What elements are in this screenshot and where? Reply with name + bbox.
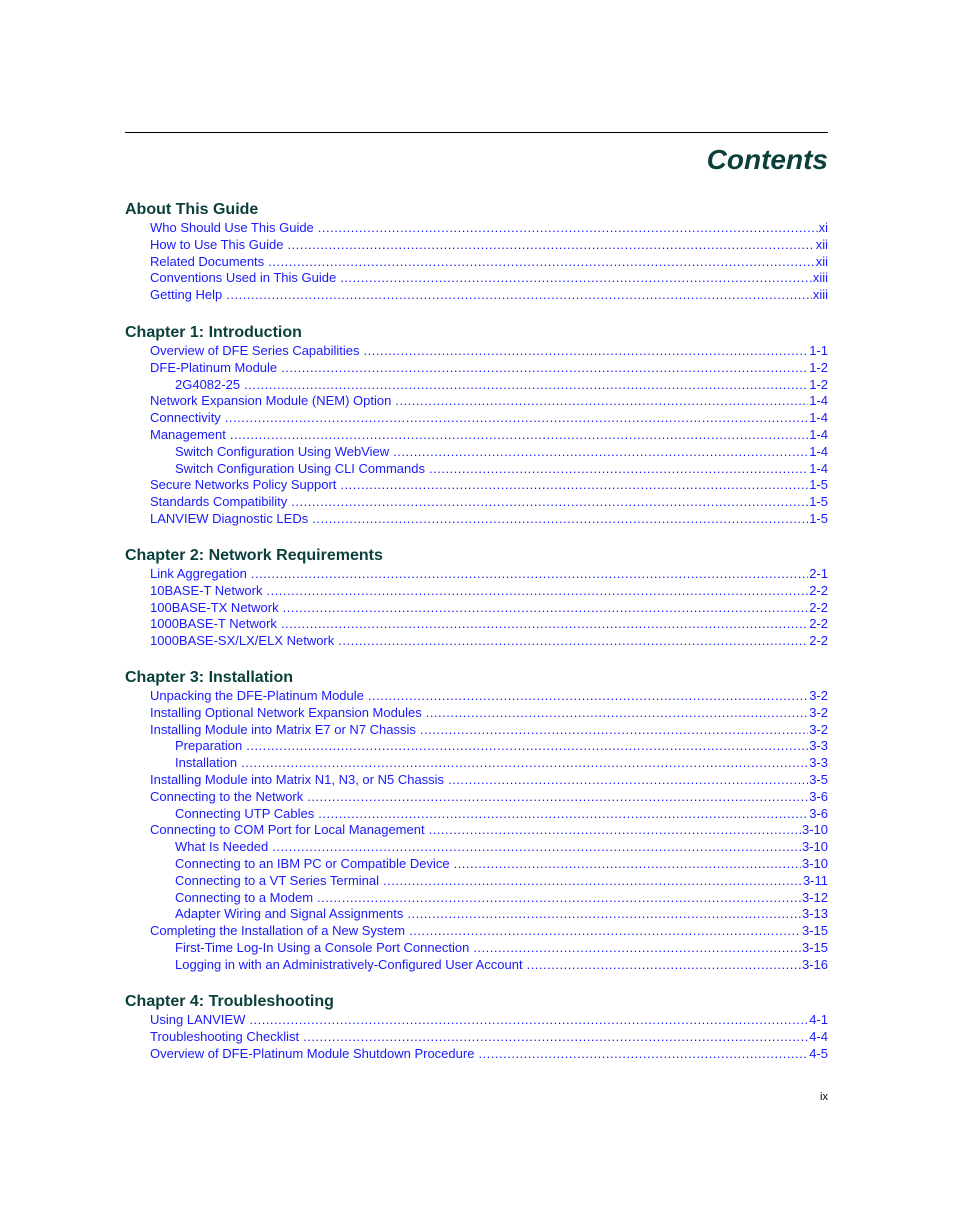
dot-leader: [272, 839, 801, 856]
toc-entry-page: 3-11: [802, 872, 828, 888]
toc-entry-label: Connecting to an IBM PC or Compatible Device: [175, 855, 450, 871]
toc-entry-label: Logging in with an Administratively-Configured User Account: [175, 956, 523, 972]
dot-leader: [448, 772, 808, 789]
toc-entry-page: 3-15: [801, 923, 828, 939]
section-heading: Chapter 2: Network Requirements: [125, 547, 383, 564]
toc-entry-page: 2-2: [809, 599, 828, 615]
toc-entry-label: Management: [150, 426, 226, 442]
toc-entry-page: 1-5: [809, 494, 828, 510]
dot-leader: [281, 616, 808, 633]
toc-entry-label: LANVIEW Diagnostic LEDs: [150, 510, 309, 526]
toc-entry-label: First-Time Log-In Using a Console Port Connection: [175, 939, 470, 955]
toc-entry[interactable]: [125, 789, 828, 806]
dot-leader: [368, 688, 808, 705]
dot-leader: [338, 633, 808, 650]
toc-entry-page: 3-15: [801, 939, 828, 955]
toc-entry-label: Connecting to COM Port for Local Management: [150, 822, 425, 838]
toc-entry[interactable]: [125, 1029, 828, 1046]
toc-entry-page: 2-2: [809, 616, 828, 632]
toc-entry-label: Connecting to the Network: [150, 788, 304, 804]
dot-leader: [287, 237, 814, 254]
toc-entry-label: Connectivity: [150, 410, 221, 426]
dot-leader: [426, 705, 809, 722]
toc-entry-label: Adapter Wiring and Signal Assignments: [175, 906, 404, 922]
dot-leader: [230, 427, 808, 444]
toc-section-chapter-4: [125, 992, 828, 1062]
toc-entry-page: 3-16: [801, 956, 828, 972]
toc-entry-page: 3-2: [809, 704, 828, 720]
toc-entry-page: 4-5: [809, 1045, 828, 1061]
dot-leader: [317, 890, 801, 907]
dot-leader: [429, 822, 801, 839]
toc-entry[interactable]: [125, 343, 828, 360]
toc-entry[interactable]: [125, 410, 828, 427]
dot-leader: [251, 566, 808, 583]
dot-leader: [395, 393, 808, 410]
toc-entry-label: Standards Compatibility: [150, 494, 288, 510]
header-rule: [125, 132, 828, 133]
toc-entry[interactable]: [125, 566, 828, 583]
toc-entry[interactable]: [125, 822, 828, 839]
toc-entry[interactable]: [125, 806, 828, 823]
toc-section-chapter-2: [125, 546, 828, 650]
toc-entry-label: Switch Configuration Using WebView: [175, 443, 390, 459]
toc-entry[interactable]: [125, 856, 828, 873]
toc-entry[interactable]: [125, 923, 828, 940]
toc-entry-label: Overview of DFE Series Capabilities: [150, 343, 360, 358]
toc-entry-page: 1-4: [809, 426, 828, 442]
toc-entry-label: Installing Module into Matrix N1, N3, or N5 Chassis: [150, 771, 445, 787]
toc-entry-label: Link Aggregation: [150, 566, 247, 581]
toc-entry[interactable]: [125, 444, 828, 461]
toc-entry-page: 2-2: [809, 582, 828, 598]
toc-entry-label: Related Documents: [150, 253, 265, 269]
toc-entry-page: 1-1: [809, 343, 828, 358]
toc-entry[interactable]: [125, 393, 828, 410]
dot-leader: [226, 287, 812, 304]
toc-entry-label: Completing the Installation of a New System: [150, 923, 406, 939]
toc-entry-page: 1-5: [809, 510, 828, 526]
toc-entry[interactable]: [125, 377, 828, 394]
toc-entry-label: 10BASE-T Network: [150, 582, 263, 598]
toc-entry[interactable]: [125, 839, 828, 856]
toc-entry[interactable]: [125, 1012, 828, 1029]
toc-entry[interactable]: [125, 616, 828, 633]
toc-entry[interactable]: [125, 461, 828, 478]
toc-entry[interactable]: [125, 254, 828, 271]
toc-entry[interactable]: [125, 494, 828, 511]
toc-entry[interactable]: [125, 237, 828, 254]
toc-entry-label: DFE-Platinum Module: [150, 359, 278, 375]
dot-leader: [225, 410, 808, 427]
toc-entry-label: 100BASE-TX Network: [150, 599, 279, 615]
toc-entry-page: 2-2: [809, 633, 828, 649]
toc-entry[interactable]: [125, 688, 828, 705]
toc-entry[interactable]: [125, 633, 828, 650]
toc-entry-label: Connecting UTP Cables: [175, 805, 315, 821]
toc-entry-page: 3-6: [809, 805, 828, 821]
dot-leader: [318, 220, 818, 237]
toc-entry[interactable]: [125, 873, 828, 890]
section-heading: About This Guide: [125, 201, 259, 218]
toc-section-chapter-1: [125, 323, 828, 528]
dot-leader: [383, 873, 802, 890]
toc-entry-label: Troubleshooting Checklist: [150, 1028, 300, 1044]
toc-entry[interactable]: [125, 287, 828, 304]
toc-entry-page: 4-1: [809, 1012, 828, 1027]
dot-leader: [318, 806, 808, 823]
toc-entry-page: 3-10: [801, 822, 828, 838]
toc-section-about: [125, 200, 828, 304]
toc-entry-label: Secure Networks Policy Support: [150, 477, 337, 493]
dot-leader: [244, 377, 808, 394]
toc-entry[interactable]: [125, 427, 828, 444]
toc-entry[interactable]: [125, 755, 828, 772]
toc-entry-page: 3-5: [809, 771, 828, 787]
toc-entry-label: 2G4082-25: [175, 376, 241, 392]
dot-leader: [420, 722, 808, 739]
toc-entry[interactable]: [125, 940, 828, 957]
toc-entry-label: 1000BASE-T Network: [150, 616, 277, 632]
toc-entry-page: 3-13: [801, 906, 828, 922]
dot-leader: [281, 360, 808, 377]
toc-entry-page: 3-3: [809, 755, 828, 771]
toc-entry-page: 3-12: [801, 889, 828, 905]
dot-leader: [291, 494, 808, 511]
toc-entry[interactable]: [125, 583, 828, 600]
toc-entry[interactable]: [125, 1046, 828, 1063]
dot-leader: [429, 461, 808, 478]
toc-entry-label: Installing Module into Matrix E7 or N7 Chassis: [150, 721, 416, 737]
toc-entry[interactable]: [125, 511, 828, 528]
toc-entry-label: Switch Configuration Using CLI Commands: [175, 460, 425, 476]
page-title: Contents: [706, 144, 828, 175]
toc-entry-page: xi: [818, 220, 828, 235]
toc-entry-page: xiii: [812, 287, 828, 303]
toc-entry-label: Network Expansion Module (NEM) Option: [150, 393, 392, 409]
toc-entry[interactable]: [125, 477, 828, 494]
toc-entry[interactable]: [125, 705, 828, 722]
dot-leader: [303, 1029, 808, 1046]
toc-entry-page: xii: [815, 236, 828, 252]
toc-entry-label: Connecting to a Modem: [175, 889, 314, 905]
toc-entry[interactable]: [125, 722, 828, 739]
toc-entry-page: 1-4: [809, 460, 828, 476]
dot-leader: [307, 789, 808, 806]
toc-entry-page: 1-4: [809, 410, 828, 426]
toc-entry-page: 3-10: [801, 839, 828, 855]
dot-leader: [409, 923, 801, 940]
toc-entry-label: Conventions Used in This Guide: [150, 270, 337, 286]
dot-leader: [393, 444, 808, 461]
dot-leader: [478, 1046, 808, 1063]
toc-entry-page: 3-3: [809, 738, 828, 754]
dot-leader: [312, 511, 808, 528]
toc-entry[interactable]: [125, 220, 828, 237]
toc-entry-page: 3-2: [809, 688, 828, 703]
toc-entry-label: Preparation: [175, 738, 243, 754]
dot-leader: [364, 343, 809, 360]
dot-leader: [454, 856, 801, 873]
toc-entry-page: 1-4: [809, 393, 828, 409]
toc-entry[interactable]: [125, 772, 828, 789]
toc-entry-page: xii: [815, 253, 828, 269]
toc-section-chapter-3: [125, 668, 828, 974]
dot-leader: [473, 940, 801, 957]
dot-leader: [527, 957, 801, 974]
toc-entry-page: 1-4: [809, 443, 828, 459]
toc-entry[interactable]: [125, 360, 828, 377]
toc-entry[interactable]: [125, 738, 828, 755]
toc-entry-page: 4-4: [809, 1028, 828, 1044]
dot-leader: [268, 254, 815, 271]
toc-entry-label: Getting Help: [150, 287, 223, 303]
toc-entry-page: 3-2: [809, 721, 828, 737]
toc-entry-label: How to Use This Guide: [150, 236, 284, 252]
toc-entry-label: Unpacking the DFE-Platinum Module: [150, 688, 364, 703]
toc-entry-label: Installing Optional Network Expansion Modules: [150, 704, 422, 720]
toc-entry-page: 3-10: [801, 855, 828, 871]
toc-entry-page: xiii: [812, 270, 828, 286]
toc-entry-page: 3-6: [809, 788, 828, 804]
toc-entry-label: Overview of DFE-Platinum Module Shutdown Procedure: [150, 1045, 475, 1061]
toc-entry-label: Installation: [175, 755, 238, 771]
toc-entry-page: 1-2: [809, 376, 828, 392]
toc-entry-page: 1-2: [809, 359, 828, 375]
toc-entry-label: Connecting to a VT Series Terminal: [175, 872, 380, 888]
dot-leader: [266, 583, 808, 600]
toc-entry-label: Using LANVIEW: [150, 1012, 246, 1027]
dot-leader: [283, 600, 809, 617]
toc-entry-page: 2-1: [809, 566, 828, 581]
dot-leader: [249, 1012, 808, 1029]
dot-leader: [340, 270, 812, 287]
dot-leader: [241, 755, 808, 772]
dot-leader: [407, 906, 801, 923]
toc-entry-label: Who Should Use This Guide: [150, 220, 314, 235]
toc-entry[interactable]: [125, 906, 828, 923]
toc-entry-page: 1-5: [809, 477, 828, 493]
dot-leader: [246, 738, 808, 755]
toc-entry[interactable]: [125, 957, 828, 974]
toc-entry[interactable]: [125, 600, 828, 617]
dot-leader: [340, 477, 808, 494]
section-heading: Chapter 3: Installation: [125, 669, 294, 686]
toc-entry-label: 1000BASE-SX/LX/ELX Network: [150, 633, 335, 649]
toc-entry[interactable]: [125, 270, 828, 287]
toc-entry-label: What Is Needed: [175, 839, 269, 855]
section-heading: Chapter 4: Troubleshooting: [125, 993, 334, 1010]
section-heading: Chapter 1: Introduction: [125, 324, 302, 341]
page-number: ix: [820, 1091, 828, 1103]
toc-entry[interactable]: [125, 890, 828, 907]
